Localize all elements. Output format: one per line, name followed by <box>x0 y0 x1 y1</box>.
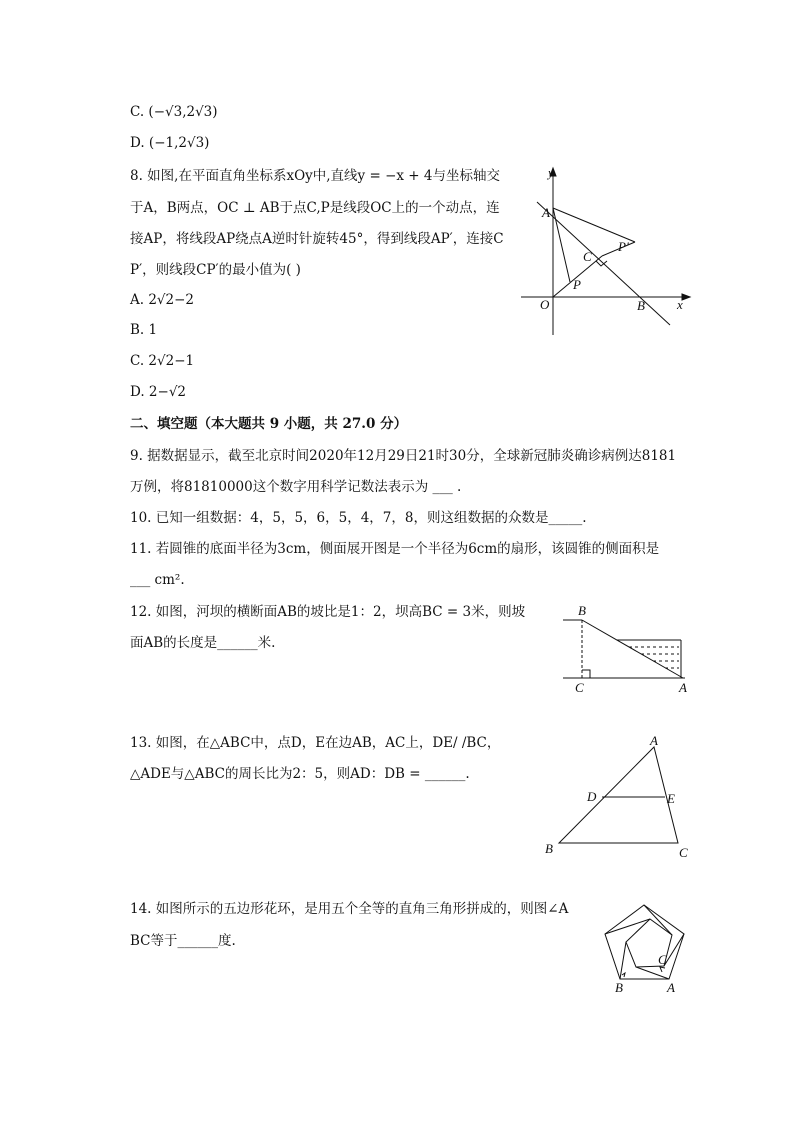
dam-slope-ab <box>582 620 683 678</box>
spoke-5 <box>605 919 650 934</box>
water-hatching <box>629 647 679 668</box>
q7-option-d: D. (−1,2√3) <box>130 135 210 151</box>
q8-figure <box>515 165 695 340</box>
x-axis-arrow <box>682 294 690 300</box>
q8-stem-line-3: 接AP，将线段AP绕点A逆时针旋转45°，得到线段AP′，连接C <box>130 231 504 247</box>
label-a: A <box>667 980 675 995</box>
label-x: x <box>677 297 683 312</box>
label-d: D <box>587 789 597 804</box>
spoke-3 <box>636 967 669 979</box>
label-e: E <box>667 791 675 806</box>
label-c: C <box>679 845 688 860</box>
right-angle-mark-1 <box>660 967 665 972</box>
q8-option-b: B. 1 <box>130 322 158 338</box>
q14-line-1: 14. 如图所示的五边形花环，是用五个全等的直角三角形拼成的，则图∠A <box>130 901 569 917</box>
label-a: A <box>542 205 550 220</box>
segment-ap <box>553 208 570 282</box>
outer-pentagon <box>605 905 684 979</box>
segment-ap-prime <box>553 208 635 242</box>
label-o: O <box>540 297 550 312</box>
q13-line-1: 13. 如图，在△ABC中，点D，E在边AB，AC上，DE/ /BC， <box>130 735 501 751</box>
q8-stem-line-4: P′，则线段CP′的最小值为( ) <box>130 262 301 278</box>
label-a: A <box>650 733 658 748</box>
section-2-heading: 二、填空题（本大题共 9 小题，共 27.0 分） <box>130 416 408 432</box>
label-p-prime: P′ <box>618 239 629 254</box>
label-c: C <box>575 680 584 695</box>
q9-line-2: 万例，将81810000这个数字用科学记数法表示为 ___ . <box>130 479 462 495</box>
triangle-abc <box>559 747 678 843</box>
q14-figure <box>600 897 700 997</box>
q13-line-2: △ADE与△ABC的周长比为2：5，则AD：DB = ______. <box>130 766 470 782</box>
right-angle-mark-2 <box>622 973 625 977</box>
label-c: C <box>658 952 667 967</box>
q12-figure <box>555 600 700 695</box>
label-p: P <box>573 277 581 292</box>
q11-line-1: 11. 若圆锥的底面半径为3cm，侧面展开图是一个半径为6cm的扇形，该圆锥的侧面积是 <box>130 541 660 557</box>
label-b: B <box>637 298 645 313</box>
q14-line-2: BC等于______度. <box>130 933 236 949</box>
label-y: y <box>548 165 554 180</box>
q13-figure <box>540 733 700 863</box>
q12-line-1: 12. 如图，河坝的横断面AB的坡比是1：2，坝高BC = 3米，则坡 <box>130 604 526 620</box>
label-c: C <box>583 249 592 264</box>
label-b: B <box>615 980 623 995</box>
q8-stem-line-2: 于A，B两点，OC ⊥ AB于点C,P是线段OC上的一个动点，连 <box>130 200 500 216</box>
q9-line-1: 9. 据数据显示，截至北京时间2020年12月29日21时30分，全球新冠肺炎确诊病例达8181 <box>130 448 677 464</box>
q12-line-2: 面AB的长度是______米. <box>130 635 276 651</box>
q11-line-2: ___ cm². <box>130 572 185 588</box>
q8-option-a: A. 2√2−2 <box>130 292 195 308</box>
right-angle-mark <box>582 670 590 678</box>
label-b: B <box>578 603 586 618</box>
q8-option-d: D. 2−√2 <box>130 384 187 400</box>
spoke-2 <box>664 934 684 966</box>
label-b: B <box>545 841 553 856</box>
label-a: A <box>679 680 687 695</box>
q7-option-c: C. (−√3,2√3) <box>130 104 218 120</box>
q10-line-1: 10. 已知一组数据：4，5，5，6，5，4，7，8，则这组数据的众数是_____. <box>130 510 587 526</box>
q8-option-c: C. 2√2−1 <box>130 353 195 369</box>
q8-stem-line-1: 8. 如图,在平面直角坐标系xOy中,直线y = −x + 4与坐标轴交 <box>130 168 500 184</box>
